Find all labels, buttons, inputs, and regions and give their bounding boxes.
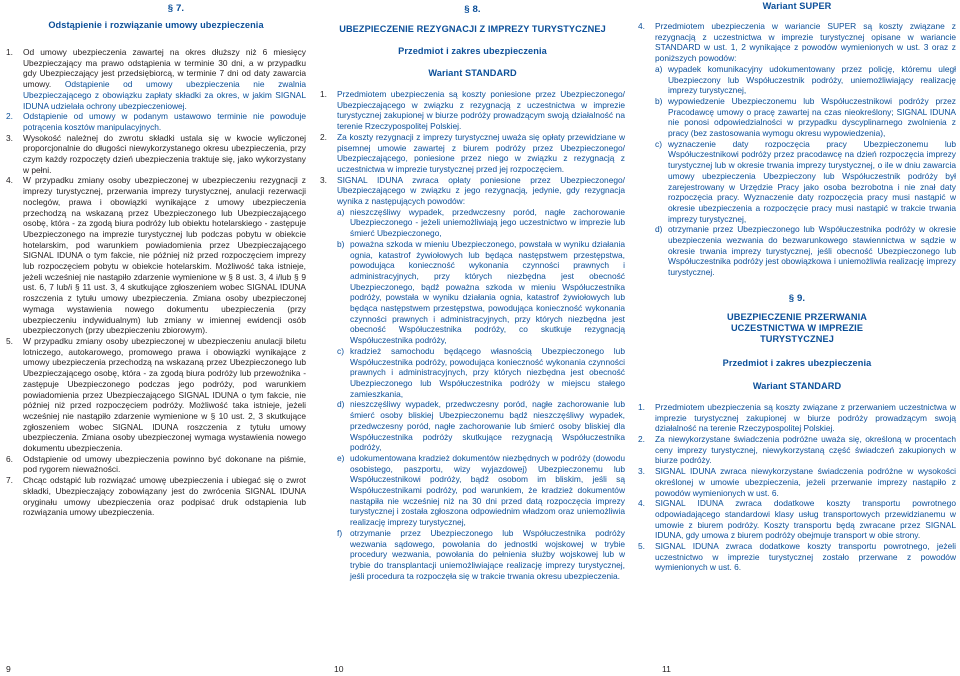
page-number: 11 [662,664,671,674]
variant-heading: Wariant SUPER [762,1,832,11]
sub-item: b) poważna szkoda w mieniu Ubezpieczonego, powstała w wyniku działania ognia, katastrof żywiołowych lub będąca następstwem przestępstwa, powodująca konieczność wykonania czynności prawnych i administracyjnych, przy których niezbędna jest obecność Ubezpieczonego, bądź poważna szkoda w mieniu Współuczestnika podróży, powstała w wyniku działania ognia, katastrof żywiołowych lub będąca następstwem przestępstwa, powodująca konieczność wykonania czynności prawnych i administracyjnych, przy których niezbędna jest obecność Współuczestnika podróży, co skutkuje rezygnacją Współuczestnika podróży, [337,238,625,346]
variant-heading: Wariant STANDARD [428,68,517,78]
column-1 [6,0,306,518]
section-title: UBEZPIECZENIE REZYGNACJI Z IMPREZY TURYSTYCZNEJ [339,24,606,34]
list-item: 7. Chcąc odstąpić lub rozwiązać umowę ubezpieczenia i ubiegać się o zwrot składki, Ubezpieczający zobowiązany jest do zwrócenia SIGNAL IDUNA oryginału umowy ubezpieczenia oraz podpisać druk odstąpienia lub rozwiązania umowy ubezpieczenia. [6,475,306,518]
section-heading: § 7. [167,3,185,14]
column-3 [638,0,956,573]
section-title: Odstąpienie i rozwiązanie umowy ubezpieczenia [48,20,264,30]
list-item: 3. SIGNAL IDUNA zwraca niewykorzystane świadczenia podróżne w wysokości określonej w umowie ubezpieczenia, jeżeli przerwanie imprezy nastąpiło z powodów wymienionych w ust. 6. [638,466,956,498]
list-item: 1. Przedmiotem ubezpieczenia są koszty poniesione przez Ubezpieczonego/ Ubezpieczającego w związku z rezygnacją z uczestnictwa w imprezie turystycznej zakupionej w biurze podróży prowadzącym swoją działalność na terenie Rzeczypospolitej Polskiej. [320,89,625,132]
list-item: 1. Od umowy ubezpieczenia zawartej na okres dłuższy niż 6 miesięcy Ubezpieczający ma prawo odstąpienia w terminie 30 dni, a w przypadku gdy Ubezpieczający jest przedsiębiorcą, w terminie 7 dni od daty zawarcia umowy. Odstąpienie od umowy ubezpieczenia nie zwalnia Ubezpieczającego z obowiązku zapłaty składki za okres, w jakim SIGNAL IDUNA udzielała ochrony ubezpieczeniowej. [6,47,307,111]
sub-item: a) nieszczęśliwy wypadek, przedwczesny poród, nagłe zachorowanie Ubezpieczonego - jeżeli uniemożliwiają jego uczestnictwo w imprezie lub śmierć Ubezpieczonego, [337,206,625,239]
section-heading: § 9. [788,292,806,304]
list-item: 3. Wysokość należnej do zwrotu składki ustala się w kwocie wyliczonej proporcjonalnie do długości niewykorzystanego okresu ubezpieczenia, przy czym każdy rozpoczęty dzień ubezpieczenia traktuje się, jako wykorzystany w pełni. [6,132,306,175]
list-item: 5. W przypadku zmiany osoby ubezpieczonej w ubezpieczeniu anulacji biletu lotniczego, autokarowego, promowego prawa i obowiązki wynikające z umowy ubezpieczenia przechodzą na wskazaną przez Ubezpieczonego lub Ubezpieczającego osobę, która - za zgodą biura podróży lub przewoźnika - zastępuje Ubezpieczonego podczas jego podróży, pod warunkiem powiadomienia przez Ubezpieczającego SIGNAL IDUNA o tym fakcie, nie później niż przed rozpoczęciem podróży. Możliwość taka istnieje, jeżeli wcześniej nie nastąpiło zdarzenie wymienione w § 10 ust. 2, 3 skutkujące zgłoszeniem wobec SIGNAL IDUNA roszczenia z tytułu umowy ubezpieczenia. Zmiana osoby ubezpieczonej wymaga wystawienia nowego dokumentu ubezpieczenia. [6,335,306,454]
variant-heading: Wariant STANDARD [752,380,842,391]
sub-item: c) kradzież samochodu będącego własnością Ubezpieczonego lub Współuczestnika podróży, powodująca konieczność wykonania czynności prawnych i administracyjnych, przy których niezbędna jest obecność Ubezpieczonego lub Współuczestnika podróży w miejscu stałego zamieszkania, [337,345,625,399]
list-item: 4. SIGNAL IDUNA zwraca dodatkowe koszty transportu powrotnego odpowiadającego standardowi klasy usług transportowych przewidzianemu w umowie z biurem podróży. Koszty transportu będą zwracane przez SIGNAL IDUNA, gdy umowa z biurem podróży obejmuje transport w obie strony. [638,498,956,541]
list-item: 1. Przedmiotem ubezpieczenia są koszty związane z przerwaniem uczestnictwa w imprezie turystycznej zakupionej w biurze podróży prowadzącym swoją działalność na terenie Rzeczypospolitej Polskiej. [638,401,956,434]
sub-item: c) wyznaczenie daty rozpoczęcia pracy Ubezpieczonemu lub Współuczestnikowi podróży przez pracodawcę na dzień rozpoczęcia imprezy turystycznej lub w okresie trwania imprezy turystycznej, o ile w dniu zawarcia umowy ubezpieczenia Ubezpieczony lub Współuczestnik podróży był zarejestrowany w Urzędzie Pracy jako osoba bezrobotna i nie znał daty rozpoczęcia pracy. Wyznaczenie daty rozpoczęcia pracy musi nastąpić w okresie ubezpieczenia a rozpoczęcie pracy musi nastąpić w trakcie trwania imprezy turystycznej, [655,138,956,224]
page-number: 10 [334,664,344,674]
section-heading: § 8. [464,4,481,15]
section-subtitle: Przedmiot i zakres ubezpieczenia [722,357,872,368]
section-title: UBEZPIECZENIE PRZERWANIA UCZESTNICTWA W IMPREZIE TURYSTYCZNEJ [726,311,868,344]
list-item: 4. W przypadku zmiany osoby ubezpieczonej w ubezpieczeniu rezygnacji z imprezy turystycznej, przerwania imprezy turystycznej, anulacji rezerwacji noclegów, prawa i obowiązki wynikające z umowy ubezpieczenia przechodzą na wskazaną przez Ubezpieczonego lub Ubezpieczającego osobę, która - za zgodą biura podróży lub obiektu hotelarskiego - zastępuje Ubezpieczonego na imprezie turystycznej lub podczas pobytu w obiekcie hotelarskim, pod warunkiem powiadomienia przez Ubezpieczającego SIGNAL IDUNA o tym fakcie, nie później niż przed rozpoczęciem imprezy lub rozpoczęciem pobytu w obiekcie hotelarskim. Możliwość taka istnieje, jeżeli wcześniej nie nastąpiło zdarzenie wymienione w § 8 ust. 3, 4 i/lub § 9 ust. 6, 7 lub/i § 11 ust. 3, 4 skutkujące zgłoszeniem wobec SIGNAL IDUNA roszczenia z tytułu umowy ubezpieczenia. Zmiana osoby ubezpieczonej wymaga wystawienia nowego dokumentu ubezpieczenia (przy ubezpieczeniu indywidualnym) lub zmiany w imiennej ewidencji osób ubezpieczonych (przy ubezpieczeniu zbiorowym). [6,175,306,336]
sub-item: f) otrzymanie przez Ubezpieczonego lub Współuczestnika podróży wezwania sądowego, powołania do jednostki wojskowej w trybie procedury wezwania, powołania do pełnienia służby wojskowej lub w trybie do transplantacji uniemożliwiające realizację imprezy turystycznej, jeśli procedura ta rozpoczęła się w trakcie trwania okresu ubezpieczenia. [337,527,625,581]
list-item: 4. Przedmiotem ubezpieczenia w wariancie SUPER są koszty związane z rezygnacją z uczestnictwa w imprezie turystycznej opisane w wariancie STANDARD w ust. 1, 2 wynikające z powodów wymienionych w ust. 3 oraz z poniższych powodów: [638,21,956,64]
sub-item: d) nieszczęśliwy wypadek, przedwczesny poród, nagłe zachorowanie lub śmierć osoby bliskiej Ubezpieczonemu bądź nieszczęśliwy wypadek, przedwczesny poród, nagłe zachorowanie lub śmierć osoby bliskiej dla Współuczestnika podróży skutkujące rezygnacją Współuczestnika podróży, [337,399,625,453]
list-item: 5. SIGNAL IDUNA zwraca dodatkowe koszty transportu powrotnego, jeżeli uczestnictwo w imprezie turystycznej zostało przerwane z powodów wymienionych w ust. 6. [638,541,956,573]
sub-item: b) wypowiedzenie Ubezpieczonemu lub Współuczestnikowi podróży przez Pracodawcę umowy o pracę zawartej na czas nieokreślony; SIGNAL IDUNA nie ponosi odpowiedzialności w przypadku dyscyplinarnego zwolnienia z pracy (bez zastosowania wymogu okresu wypowiedzenia), [655,95,956,139]
page-number: 9 [6,664,11,674]
list-item: 2. Za koszty rezygnacji z imprezy turystycznej uważa się opłaty przewidziane w pisemnej umowie zawartej z biurem podróży przez Ubezpieczonego/ Ubezpieczającego, poniesione przez niego w związku z rezygnacją z uczestnictwa w imprezie turystycznej przed jej rozpoczęciem. [320,131,625,174]
section-subtitle: Przedmiot i zakres ubezpieczenia [398,46,547,56]
list-item: 2. Odstąpienie od umowy w podanym ustawowo terminie nie powoduje potrącenia kosztów manipulacyjnych. [6,111,306,132]
sub-item: a) wypadek komunikacyjny udokumentowany przez policję, któremu uległ Ubezpieczony lub Współuczestnik podróży, uniemożliwiający realizację imprezy turystycznej, [655,63,956,96]
column-2 [320,0,625,581]
list-item: 3. SIGNAL IDUNA zwraca opłaty poniesione przez Ubezpieczonego/ Ubezpieczającego w związku z jego rezygnacją, jedynie, gdy rezygnacja wynika z następujących powodów: [320,174,625,207]
sub-item: e) udokumentowana kradzież dokumentów niezbędnych w podróży (dowodu osobistego, paszportu, wizy wyjazdowej) Ubezpieczonemu lub Współuczestnikowi podróży, bądź osobom im bliskim, jeśli są Współuczestnikami podróży, pod warunkiem, że kradzież dokumentów nastąpiła nie wcześniej niż na 30 dni przed datą rozpoczęcia imprezy turystycznej i została zgłoszona odpowiednim władzom oraz uniemożliwia realizację imprezy turystycznej, [337,452,625,528]
sub-item: d) otrzymanie przez Ubezpieczonego lub Współuczestnika podróży w okresie ubezpieczenia wezwania do bezwarunkowego stawiennictwa w sądzie w okresie trwania imprezy turystycznej, jeśli obecność Ubezpieczonego lub Współuczestnika podróży jest obowiązkowa i uniemożliwia realizację imprezy turystycznej. [655,224,956,278]
list-item: 6. Odstąpienie od umowy ubezpieczenia powinno być dokonane na piśmie, pod rygorem nieważności. [6,453,306,475]
list-item: 2. Za niewykorzystane świadczenia podróżne uważa się, określoną w procentach ceny imprezy turystycznej, niewykorzystaną część świadczeń zakupionych w biurze podróży. [638,433,956,466]
